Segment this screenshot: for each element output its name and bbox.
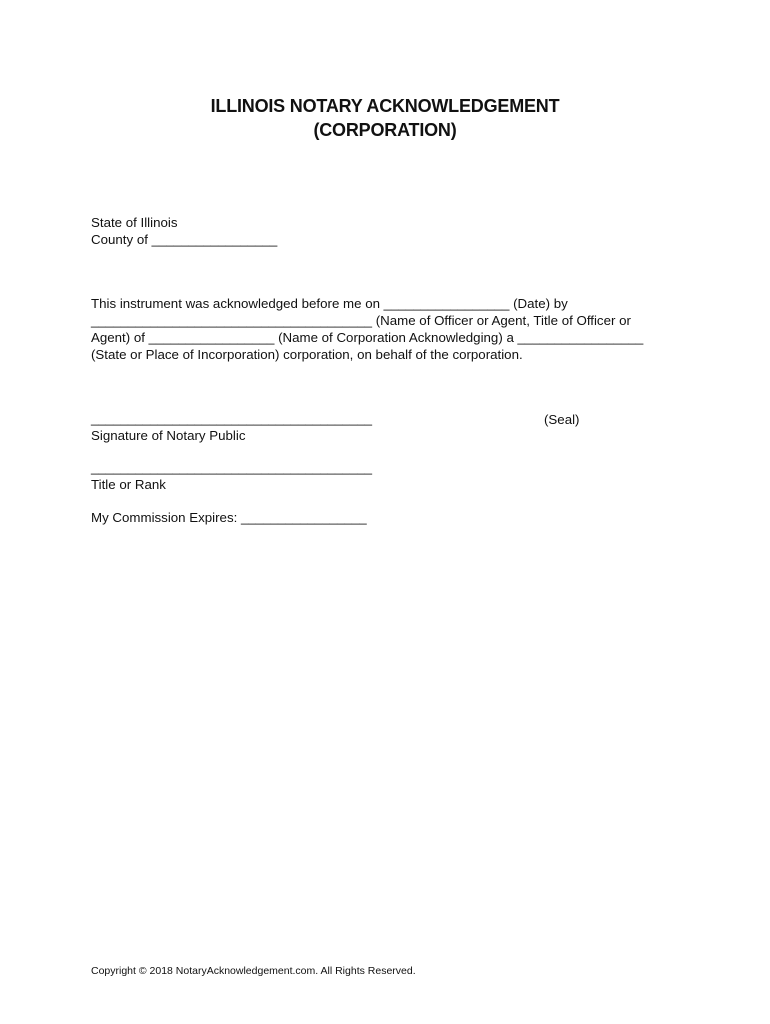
document-title: ILLINOIS NOTARY ACKNOWLEDGEMENT	[210, 96, 560, 116]
acknowledgement-line-2: ______________________________________ (Name of Officer or Agent, Title of Officer or	[91, 313, 631, 328]
acknowledgement-line-4: (State or Place of Incorporation) corporation, on behalf of the corporation.	[91, 347, 523, 362]
acknowledgement-line-3: Agent) of _________________ (Name of Corporation Acknowledging) a _________________	[91, 330, 644, 345]
title-rank-label: Title or Rank	[91, 477, 166, 492]
commission-expires-line: My Commission Expires: _________________	[91, 510, 367, 525]
title-rank-line: ______________________________________	[91, 460, 373, 475]
notary-signature-label: Signature of Notary Public	[91, 428, 246, 443]
county-line: County of _________________	[91, 232, 278, 247]
document-subtitle: (CORPORATION)	[313, 120, 457, 140]
copyright-footer: Copyright © 2018 NotaryAcknowledgement.com. All Rights Reserved.	[91, 965, 416, 977]
seal-label: (Seal)	[544, 412, 580, 427]
acknowledgement-line-1: This instrument was acknowledged before me on _________________ (Date) by	[91, 296, 568, 311]
notary-signature-line: ______________________________________	[91, 411, 373, 426]
state-line: State of Illinois	[91, 215, 178, 230]
